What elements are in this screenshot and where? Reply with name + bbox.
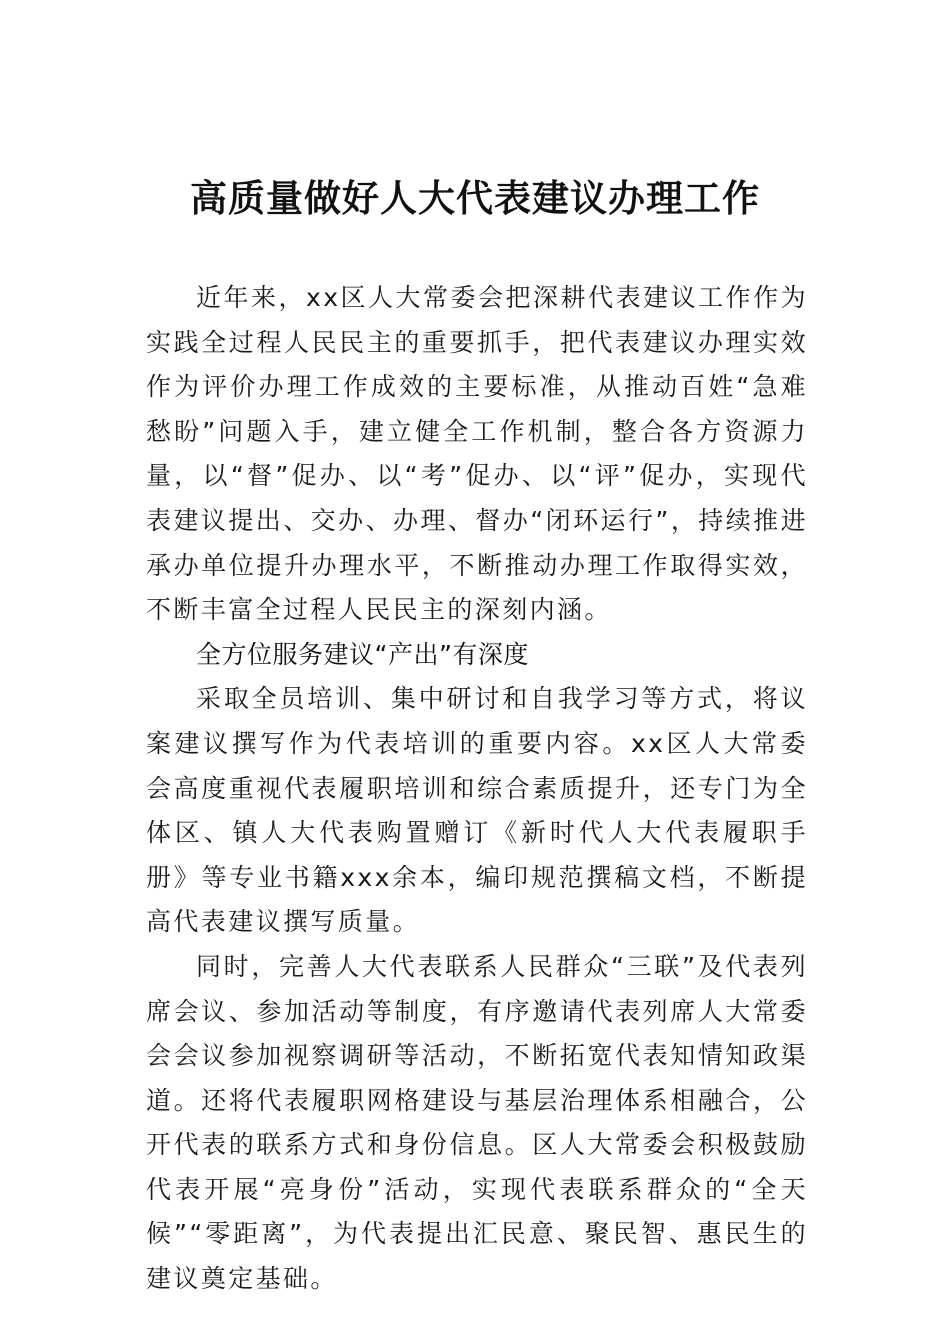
section-paragraph-2: 同时，完善人大代表联系人民群众“三联”及代表列席会议、参加活动等制度，有序邀请代表列席人大常委会会议参加视察调研等活动，不断拓宽代表知情知政渠道。还将代表履职网格建设与基层治理体系相融合，公开代表的联系方式和身份信息。区人大常委会积极鼓励代表开展“亮身份”活动，实现代表联系群众的“全天候”“零距离”，为代表提出汇民意、聚民智、惠民生的建议奠定基础。 <box>146 951 808 1294</box>
section-paragraph-1: 采取全员培训、集中研讨和自我学习等方式，将议案建议撰写作为代表培训的重要内容。xx区人大常委会高度重视代表履职培训和综合素质提升，还专门为全体区、镇人大代表购置赠订《新时代人大代表履职手册》等专业书籍xxx余本，编印规范撰稿文档，不断提高代表建议撰写质量。 <box>146 684 808 937</box>
intro-paragraph: 近年来，xx区人大常委会把深耕代表建议工作作为实践全过程人民民主的重要抓手，把代表建议办理实效作为评价办理工作成效的主要标准，从推动百姓“急难愁盼”问题入手，建立健全工作机制，整合各方资源力量，以“督”促办、以“考”促办、以“评”促办，实现代表建议提出、交办、办理、督办“闭环运行”，持续推进承办单位提升办理水平，不断推动办理工作取得实效，不断丰富全过程人民民主的深刻内涵。 <box>146 283 808 625</box>
document-body <box>146 276 808 1302</box>
section-heading: 全方位服务建议“产出”有深度 <box>196 639 529 669</box>
document-title: 高质量做好人大代表建议办理工作 <box>190 176 760 220</box>
